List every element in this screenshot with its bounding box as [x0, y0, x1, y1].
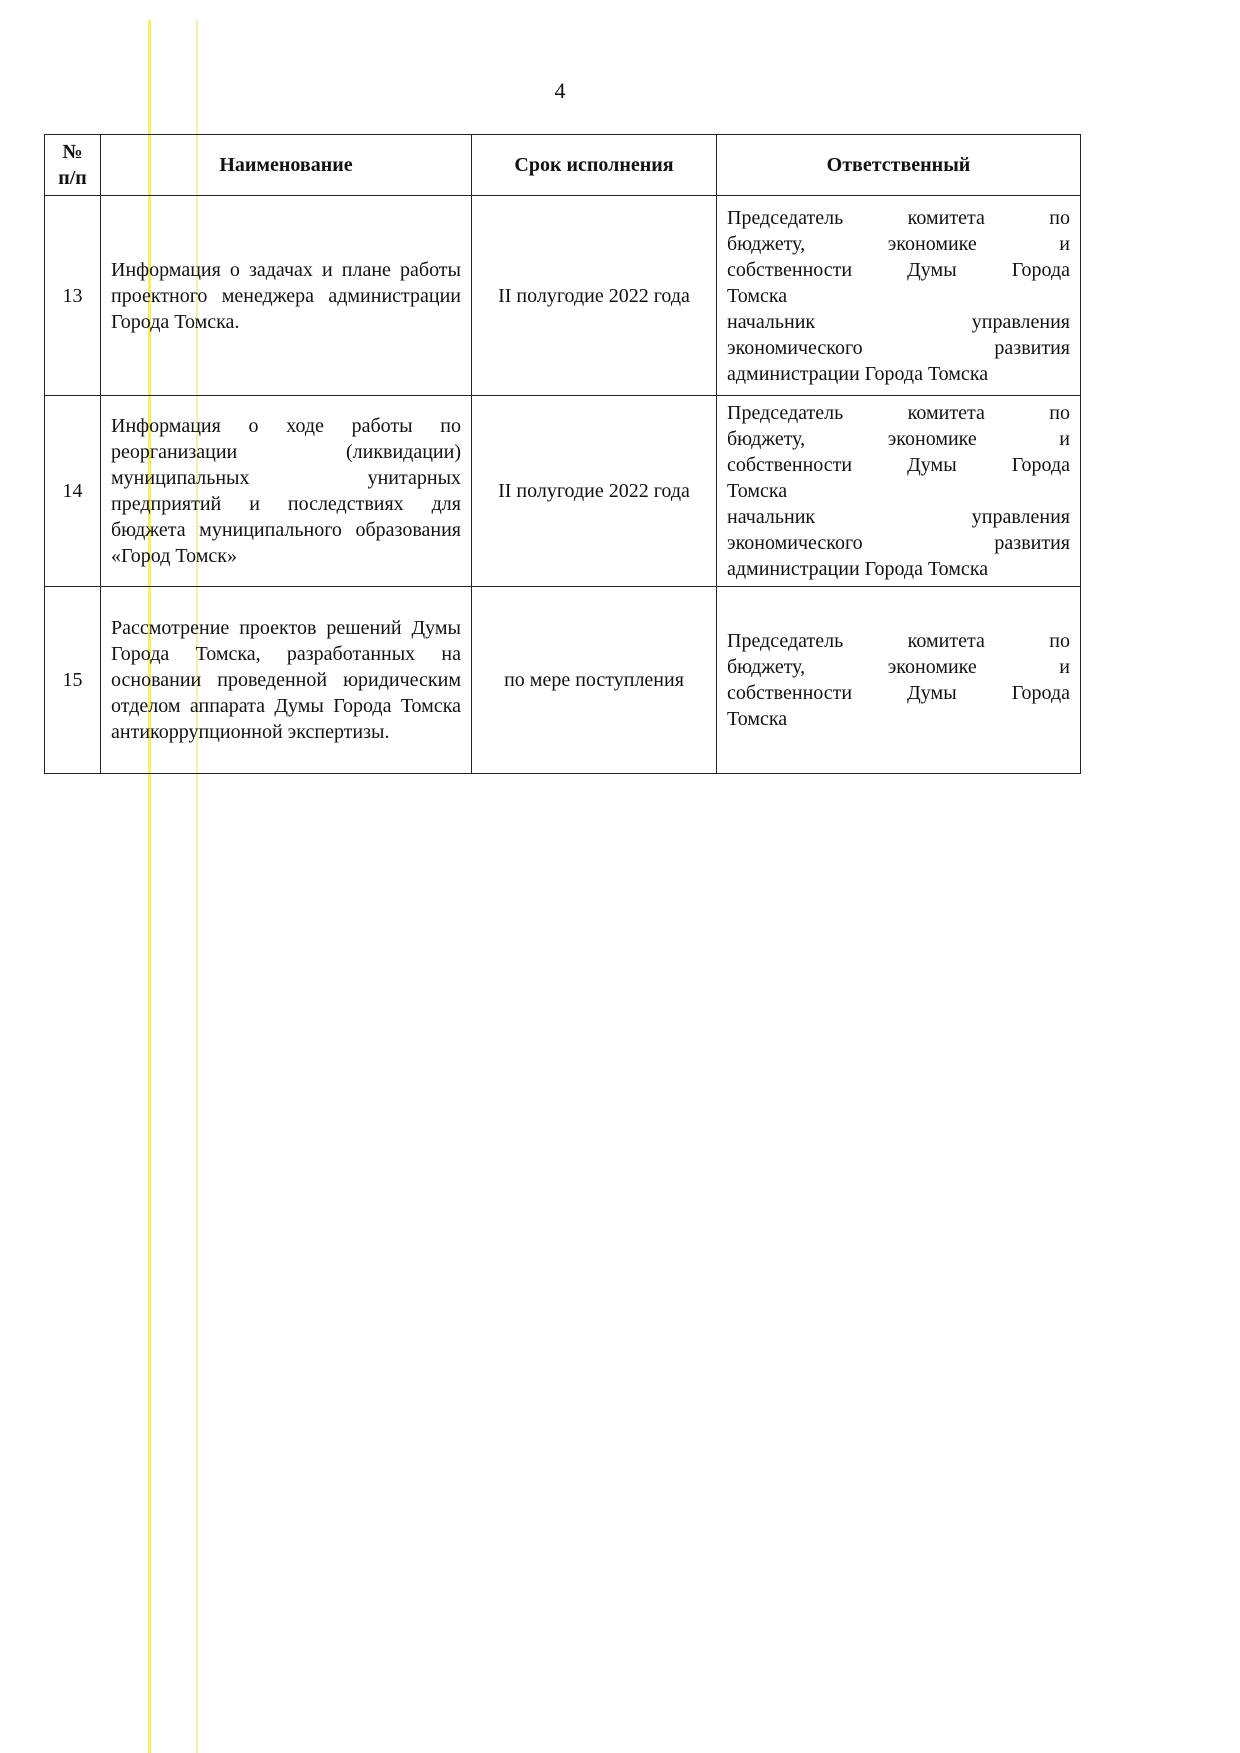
responsible-line: бюджету, экономике и — [727, 656, 1070, 678]
table-header-row — [45, 135, 1081, 196]
table-row — [45, 396, 1081, 587]
responsible-line: собственности Думы Города — [727, 682, 1070, 704]
responsible-line: Томска — [727, 708, 788, 730]
responsible-line: экономического развития — [727, 532, 1070, 554]
responsible-line: бюджету, экономике и — [727, 232, 1070, 255]
row-responsible — [717, 587, 1081, 774]
responsible-line: собственности Думы Города — [727, 258, 1070, 281]
work-plan-table — [44, 134, 1081, 774]
responsible-line: бюджету, экономике и — [727, 428, 1070, 450]
row-name: Рассмотрение проектов решений Думы Города Томска, разработанных на основании проведенной юридическим отделом аппарата Думы Города Томска антикоррупционной экспертизы. — [101, 587, 472, 774]
responsible-line: Председатель комитета по — [727, 206, 1070, 229]
row-term: II полугодие 2022 года — [472, 196, 717, 396]
header-responsible: Ответственный — [717, 135, 1081, 196]
responsible-line: Томска — [727, 284, 788, 307]
page-number: 4 — [554, 78, 566, 103]
responsible-line: экономического развития — [727, 336, 1070, 359]
header-name: Наименование — [101, 135, 472, 196]
row-responsible — [717, 396, 1081, 587]
responsible-line: начальник управления — [727, 506, 1070, 528]
row-number: 15 — [45, 587, 101, 774]
responsible-line: начальник управления — [727, 310, 1070, 333]
responsible-line: Председатель комитета по — [727, 630, 1070, 652]
row-name: Информация о задачах и плане работы проектного менеджера администрации Города Томска. — [101, 196, 472, 396]
row-name: Информация о ходе работы по реорганизации (ликвидации) муниципальных унитарных предприятий и последствиях для бюджета муниципального образования «Город Томск» — [101, 396, 472, 587]
responsible-line: администрации Города Томска — [727, 558, 989, 580]
row-number: 13 — [45, 196, 101, 396]
row-responsible — [717, 196, 1081, 396]
header-num: № п/п — [45, 135, 101, 196]
responsible-line: администрации Города Томска — [727, 362, 989, 385]
responsible-line: Томска — [727, 480, 788, 502]
table-row — [45, 587, 1081, 774]
responsible-line: Председатель комитета по — [727, 402, 1070, 424]
row-term: по мере поступления — [472, 587, 717, 774]
responsible-line: собственности Думы Города — [727, 454, 1070, 476]
header-term: Срок исполнения — [472, 135, 717, 196]
row-number: 14 — [45, 396, 101, 587]
row-term: II полугодие 2022 года — [472, 396, 717, 587]
table-row — [45, 196, 1081, 396]
